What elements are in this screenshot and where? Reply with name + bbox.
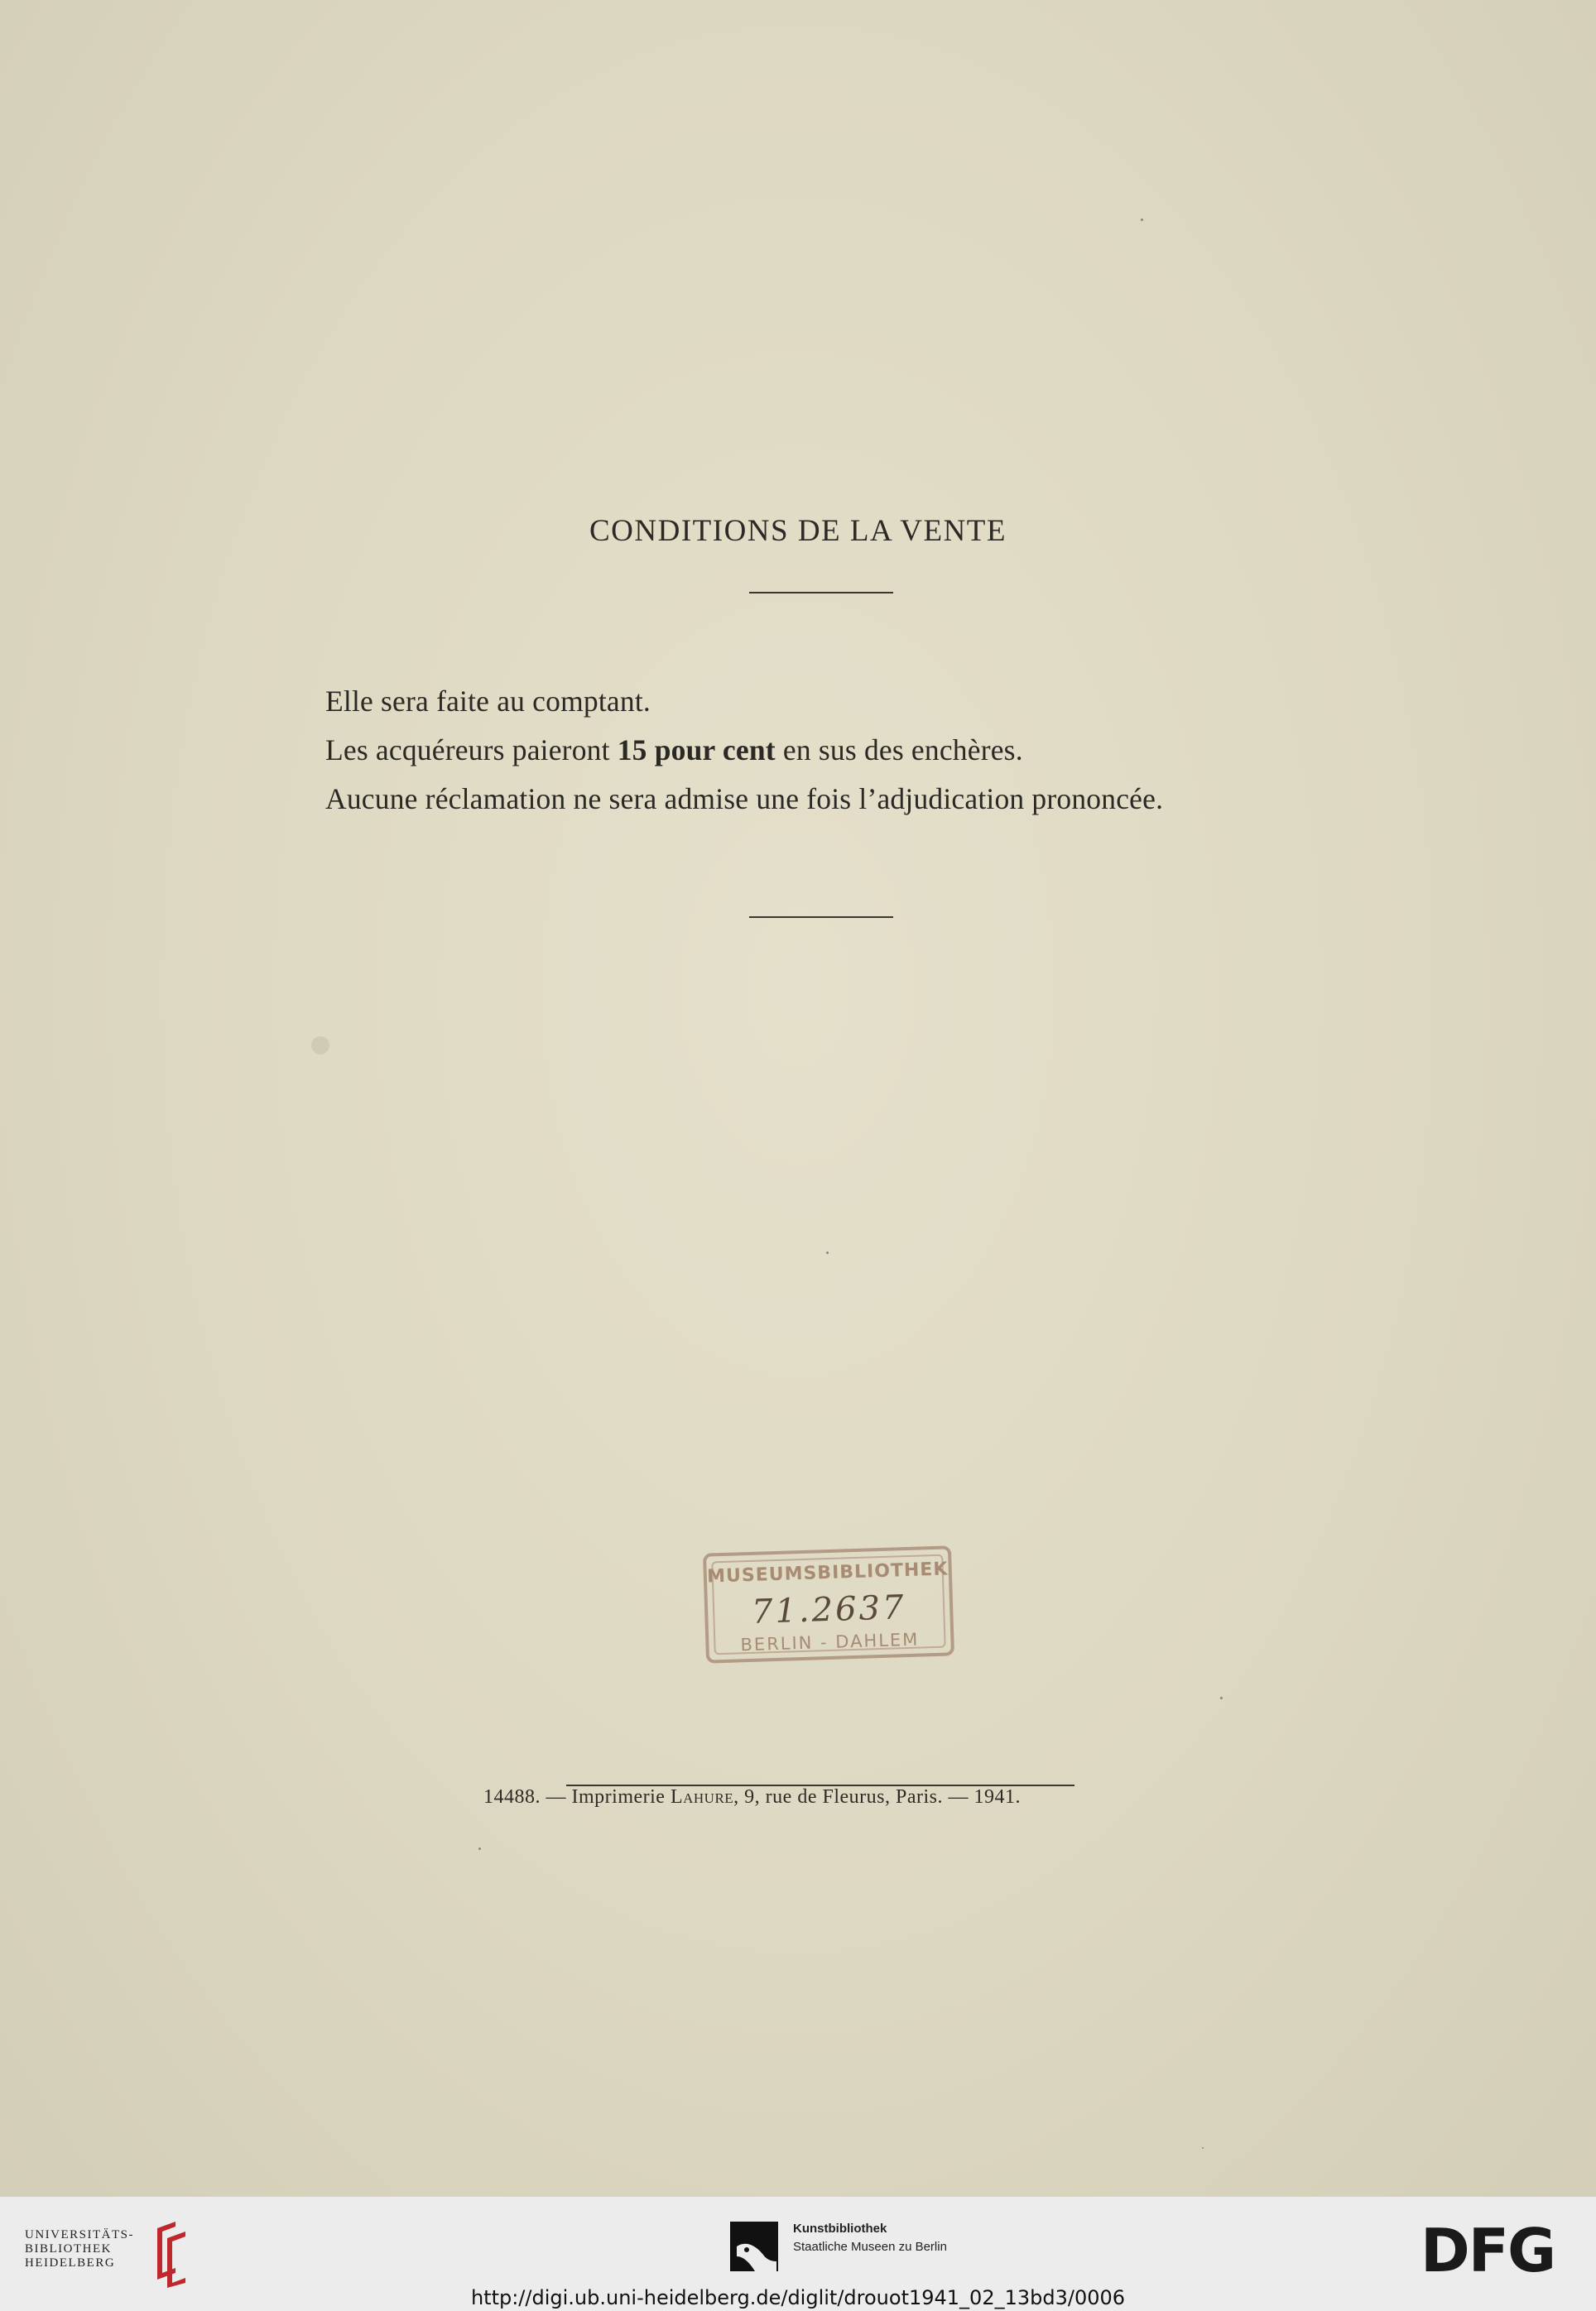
imprint-year: 1941. bbox=[973, 1786, 1021, 1808]
library-name-line: HEIDELBERG bbox=[25, 2256, 116, 2270]
paper-speck bbox=[478, 1847, 481, 1850]
digitization-footer bbox=[0, 2197, 1596, 2311]
printer-name: Lahure bbox=[670, 1786, 734, 1808]
paper-speck bbox=[311, 1036, 329, 1055]
paper-speck bbox=[1202, 2147, 1204, 2149]
stamp-location: BERLIN - DAHLEM bbox=[740, 1629, 920, 1655]
section-divider bbox=[749, 916, 893, 918]
stamp-accession-number: 71.2637 bbox=[751, 1588, 907, 1631]
imprint-dash: — bbox=[541, 1786, 572, 1808]
heidelberg-library-name bbox=[25, 2228, 134, 2270]
printer-imprint bbox=[483, 1786, 1021, 1809]
kunstbibliothek-logo-icon bbox=[730, 2222, 778, 2276]
page-title: CONDITIONS DE LA VENTE bbox=[589, 514, 1007, 548]
library-stamp bbox=[703, 1545, 954, 1663]
paper-speck bbox=[826, 1252, 829, 1254]
dfg-logo-text: DFG bbox=[1421, 2220, 1555, 2278]
line-2-end: en sus des enchères. bbox=[775, 733, 1023, 766]
imprint-number: 14488. bbox=[483, 1786, 541, 1808]
condition-line-3: Aucune réclamation ne sera admise une fois l’adjudication prononcée. bbox=[325, 782, 1164, 815]
commission-rate: 15 pour cent bbox=[617, 733, 776, 766]
line-2-start: Les acquéreurs paieront bbox=[325, 733, 618, 766]
dfg-logo bbox=[1421, 2220, 1574, 2278]
paper-speck bbox=[1220, 1697, 1223, 1699]
printer-label: Imprimerie bbox=[571, 1786, 671, 1808]
library-name-line: BIBLIOTHEK bbox=[25, 2242, 112, 2256]
heidelberg-logo-icon bbox=[142, 2222, 192, 2288]
kunstbibliothek-title: Kunstbibliothek bbox=[793, 2222, 887, 2236]
title-divider bbox=[749, 592, 893, 593]
imprint-dash: — bbox=[942, 1786, 974, 1808]
stamp-library-name: MUSEUMSBIBLIOTHEK bbox=[706, 1559, 949, 1588]
kunstbibliothek-subtitle: Staatliche Museen zu Berlin bbox=[793, 2240, 947, 2254]
library-name-line: UNIVERSITÄTS- bbox=[25, 2228, 134, 2241]
condition-line-2 bbox=[325, 733, 1023, 767]
kunstbibliothek-text bbox=[793, 2220, 947, 2256]
paper-speck bbox=[1141, 219, 1143, 221]
permalink-url[interactable]: http://digi.ub.uni-heidelberg.de/diglit/drouot1941_02_13bd3/0006 bbox=[470, 2286, 1126, 2309]
condition-line-1: Elle sera faite au comptant. bbox=[325, 685, 651, 718]
printer-address: , 9, rue de Fleurus, Paris. bbox=[733, 1786, 943, 1808]
